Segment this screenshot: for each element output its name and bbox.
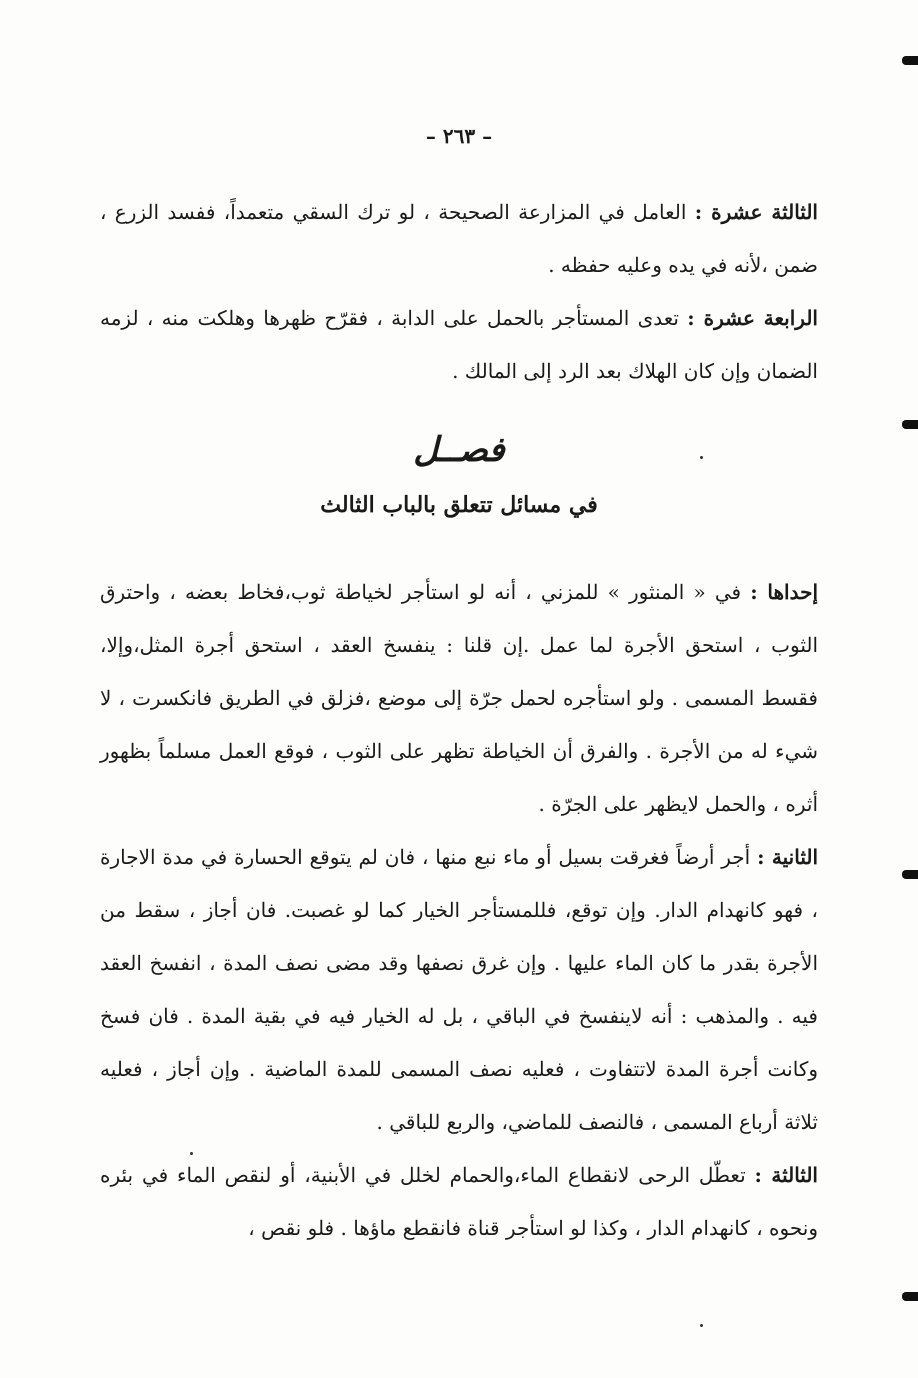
scan-speck bbox=[700, 456, 703, 459]
paragraph-first bbox=[100, 566, 818, 831]
page-number: – ٢٦٣ – bbox=[425, 124, 493, 148]
scan-edge-mark bbox=[902, 870, 918, 879]
paragraph-text: أجر أرضاً فغرقت بسيل أو ماء نبع منها ، فان لم يتوقع الحسارة في مدة الاجارة ، فهو كانهدام الدار. وإن توقع، فللمستأجر الخيار كما لو غصبت. فان أجاز ، سقط من الأجرة بقدر ما كان الماء عليها . وإن غرق نصفها وقد مضى نصف المدة ، انفسخ العقد فيه . والمذهب : أنه لاينفسخ في الباقي ، بل له الخيار فيه في بقية المدة . فان فسخ وكانت أجرة المدة لاتتفاوت ، فعليه نصف المسمى للمدة الماضية . وإن أجاز ، فعليه ثلاثة أرباع المسمى ، فالنصف للماضي، والربع للباقي . bbox=[100, 845, 818, 1134]
scan-edge-mark bbox=[902, 56, 918, 65]
paragraph-lead: الثالثة : bbox=[754, 1163, 818, 1187]
body-paragraphs bbox=[100, 566, 818, 1255]
scan-edge-mark bbox=[902, 1292, 918, 1301]
paragraph-text: العامل في المزارعة الصحيحة ، لو ترك السقي متعمداً، ففسد الزرع ، ضمن ،لأنه في يده وعليه حفظه . bbox=[100, 200, 818, 277]
paragraph-text: تعطّل الرحى لانقطاع الماء،والحمام لخلل في الأبنية، أو لنقص الماء في بئره ونحوه ، كانهدام الدار ، وكذا لو استأجر قناة فانقطع ماؤها . فلو نقص ، bbox=[100, 1163, 818, 1240]
section-subtitle: في مسائل تتعلق بالباب الثالث bbox=[320, 492, 598, 518]
paragraph-text: في « المنثور » للمزني ، أنه لو استأجر لخياطة ثوب،فخاط بعضه ، واحترق الثوب ، استحق الأجرة لما عمل .إن قلنا : ينفسخ العقد ، استحق أجرة المثل،وإلا، فقسط المسمى . ولو استأجره لحمل جرّة إلى موضع ،فزلق في الطريق فانكسرت ، لا شيء له من الأجرة . والفرق أن الخياطة تظهر على الثوب ، فوقع العمل مسلماً بظهور أثره ، والحمل لايظهر على الجرّة . bbox=[100, 580, 818, 816]
section-title: فصــل bbox=[413, 430, 505, 470]
paragraph-lead: الثالثة عشرة : bbox=[694, 200, 818, 224]
paragraph-lead: الثانية : bbox=[757, 845, 819, 869]
paragraph-text: تعدى المستأجر بالحمل على الدابة ، فقرّح ظهرها وهلكت منه ، لزمه الضمان وإن كان الهلاك بعد الرد إلى المالك . bbox=[100, 306, 818, 383]
paragraph-13 bbox=[100, 186, 818, 292]
paragraph-lead: الرابعة عشرة : bbox=[687, 306, 818, 330]
paragraph-14 bbox=[100, 292, 818, 398]
paragraph-third bbox=[100, 1149, 818, 1255]
scan-speck bbox=[700, 1324, 703, 1327]
paragraph-second bbox=[100, 831, 818, 1149]
scan-speck bbox=[190, 1152, 193, 1155]
top-paragraphs bbox=[100, 186, 818, 398]
scan-edge-mark bbox=[902, 420, 918, 429]
paragraph-lead: إحداها : bbox=[750, 580, 818, 604]
